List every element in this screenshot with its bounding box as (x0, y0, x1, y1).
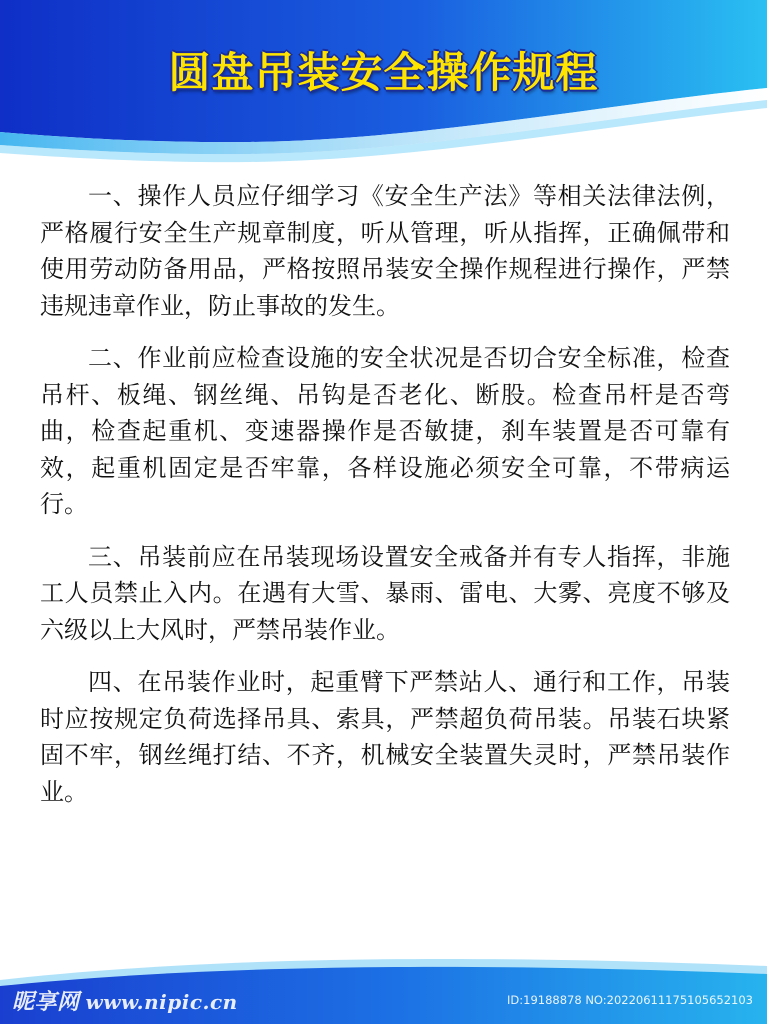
rule-paragraph-3: 三、吊装前应在吊装现场设置安全戒备并有专人指挥，非施工人员禁止入内。在遇有大雪、暴雨、雷电、大雾、亮度不够及六级以上大风时，严禁吊装作业。 (40, 542, 730, 644)
rule-paragraph-1: 一、操作人员应仔细学习《安全生产法》等相关法律法例，严格履行安全生产规章制度，听从管理，听从指挥，正确佩带和使用劳动防备用品，严格按照吊装安全操作规程进行操作，严禁违规违章作业，防止事故的发生。 (40, 182, 730, 320)
watermark-site: www.nipic.cn (85, 990, 238, 1014)
rule-paragraph-2: 二、作业前应检查设施的安全状况是否切合安全标准，检查吊杆、板绳、钢丝绳、吊钩是否老化、断股。检查吊杆是否弯曲，检查起重机、变速器操作是否敏捷，刹车装置是否可靠有效，起重机固定是否牢靠，各样设施必须安全可靠，不带病运行。 (40, 344, 730, 518)
page-title: 圆盘吊装安全操作规程 (168, 48, 599, 97)
image-id-text: ID:19188878 NO:20220611175105652103 (507, 993, 753, 1007)
rules-body (40, 178, 730, 826)
rule-paragraph-4: 四、在吊装作业时，起重臂下严禁站人、通行和工作，吊装时应按规定负荷选择吊具、索具，严禁超负荷吊装。吊装石块紧固不牢，钢丝绳打结、不齐，机械安全装置失灵时，严禁吊装作业。 (40, 668, 730, 806)
watermark-brand: 昵享网 (12, 989, 80, 1015)
watermark (12, 985, 238, 1016)
